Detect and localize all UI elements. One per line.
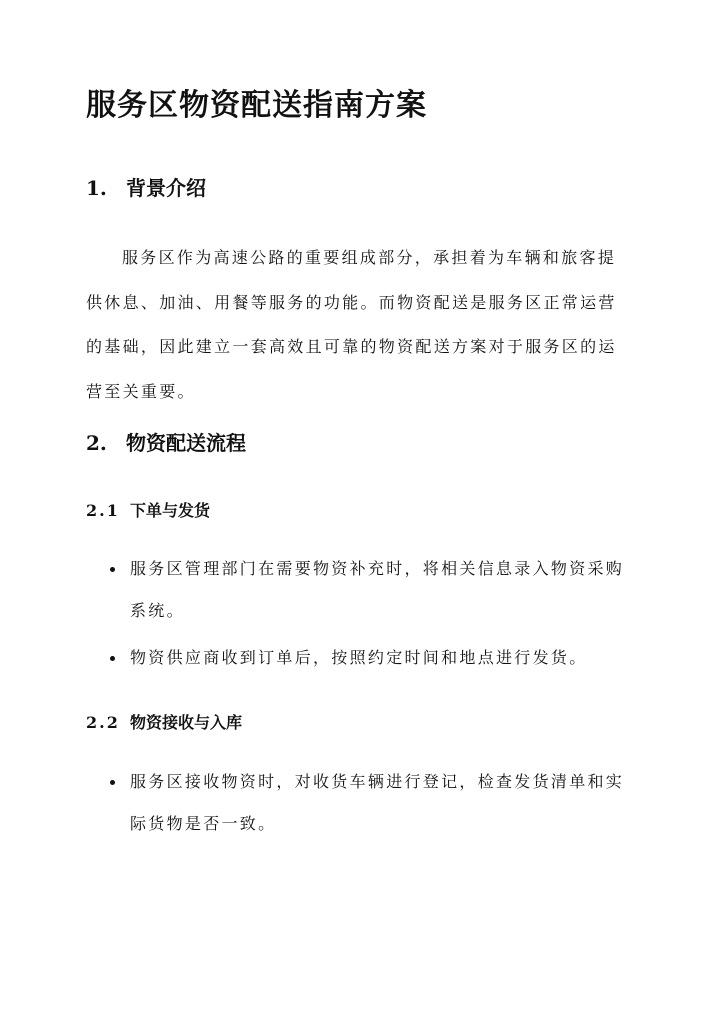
subsection-heading-order-shipping — [86, 499, 210, 523]
subsection-number: 2.1 — [86, 501, 120, 520]
subsection-title: 物资接收与入库 — [130, 713, 243, 732]
subsection-heading-receiving-storage — [86, 711, 242, 735]
receiving-storage-list — [86, 761, 634, 845]
section-heading-background — [86, 174, 206, 202]
section-title: 背景介绍 — [126, 176, 206, 200]
document-title: 服务区物资配送指南方案 — [86, 88, 427, 123]
list-item-text: 服务区管理部门在需要物资补充时，将相关信息录入物资采购系统。 — [130, 559, 625, 620]
section-number: 1. — [86, 176, 107, 200]
bullet-icon — [110, 656, 115, 661]
subsection-number: 2.2 — [86, 713, 120, 732]
section-heading-delivery-process — [86, 429, 246, 457]
section-number: 2. — [86, 431, 107, 455]
list-item — [86, 548, 634, 632]
list-item-text: 服务区接收物资时，对收货车辆进行登记，检查发货清单和实际货物是否一致。 — [130, 772, 625, 833]
list-item-text: 物资供应商收到订单后，按照约定时间和地点进行发货。 — [130, 648, 588, 667]
background-paragraph: 服务区作为高速公路的重要组成部分，承担着为车辆和旅客提供休息、加油、用餐等服务的功能。而物资配送是服务区正常运营的基础，因此建立一套高效且可靠的物资配送方案对于服务区的运营至关重要。 — [86, 248, 617, 401]
order-shipping-list — [86, 548, 634, 679]
subsection-title: 下单与发货 — [130, 501, 211, 520]
bullet-icon — [110, 780, 115, 785]
section-title: 物资配送流程 — [126, 431, 246, 455]
list-item — [86, 761, 634, 845]
bullet-icon — [110, 567, 115, 572]
list-item — [86, 637, 634, 679]
